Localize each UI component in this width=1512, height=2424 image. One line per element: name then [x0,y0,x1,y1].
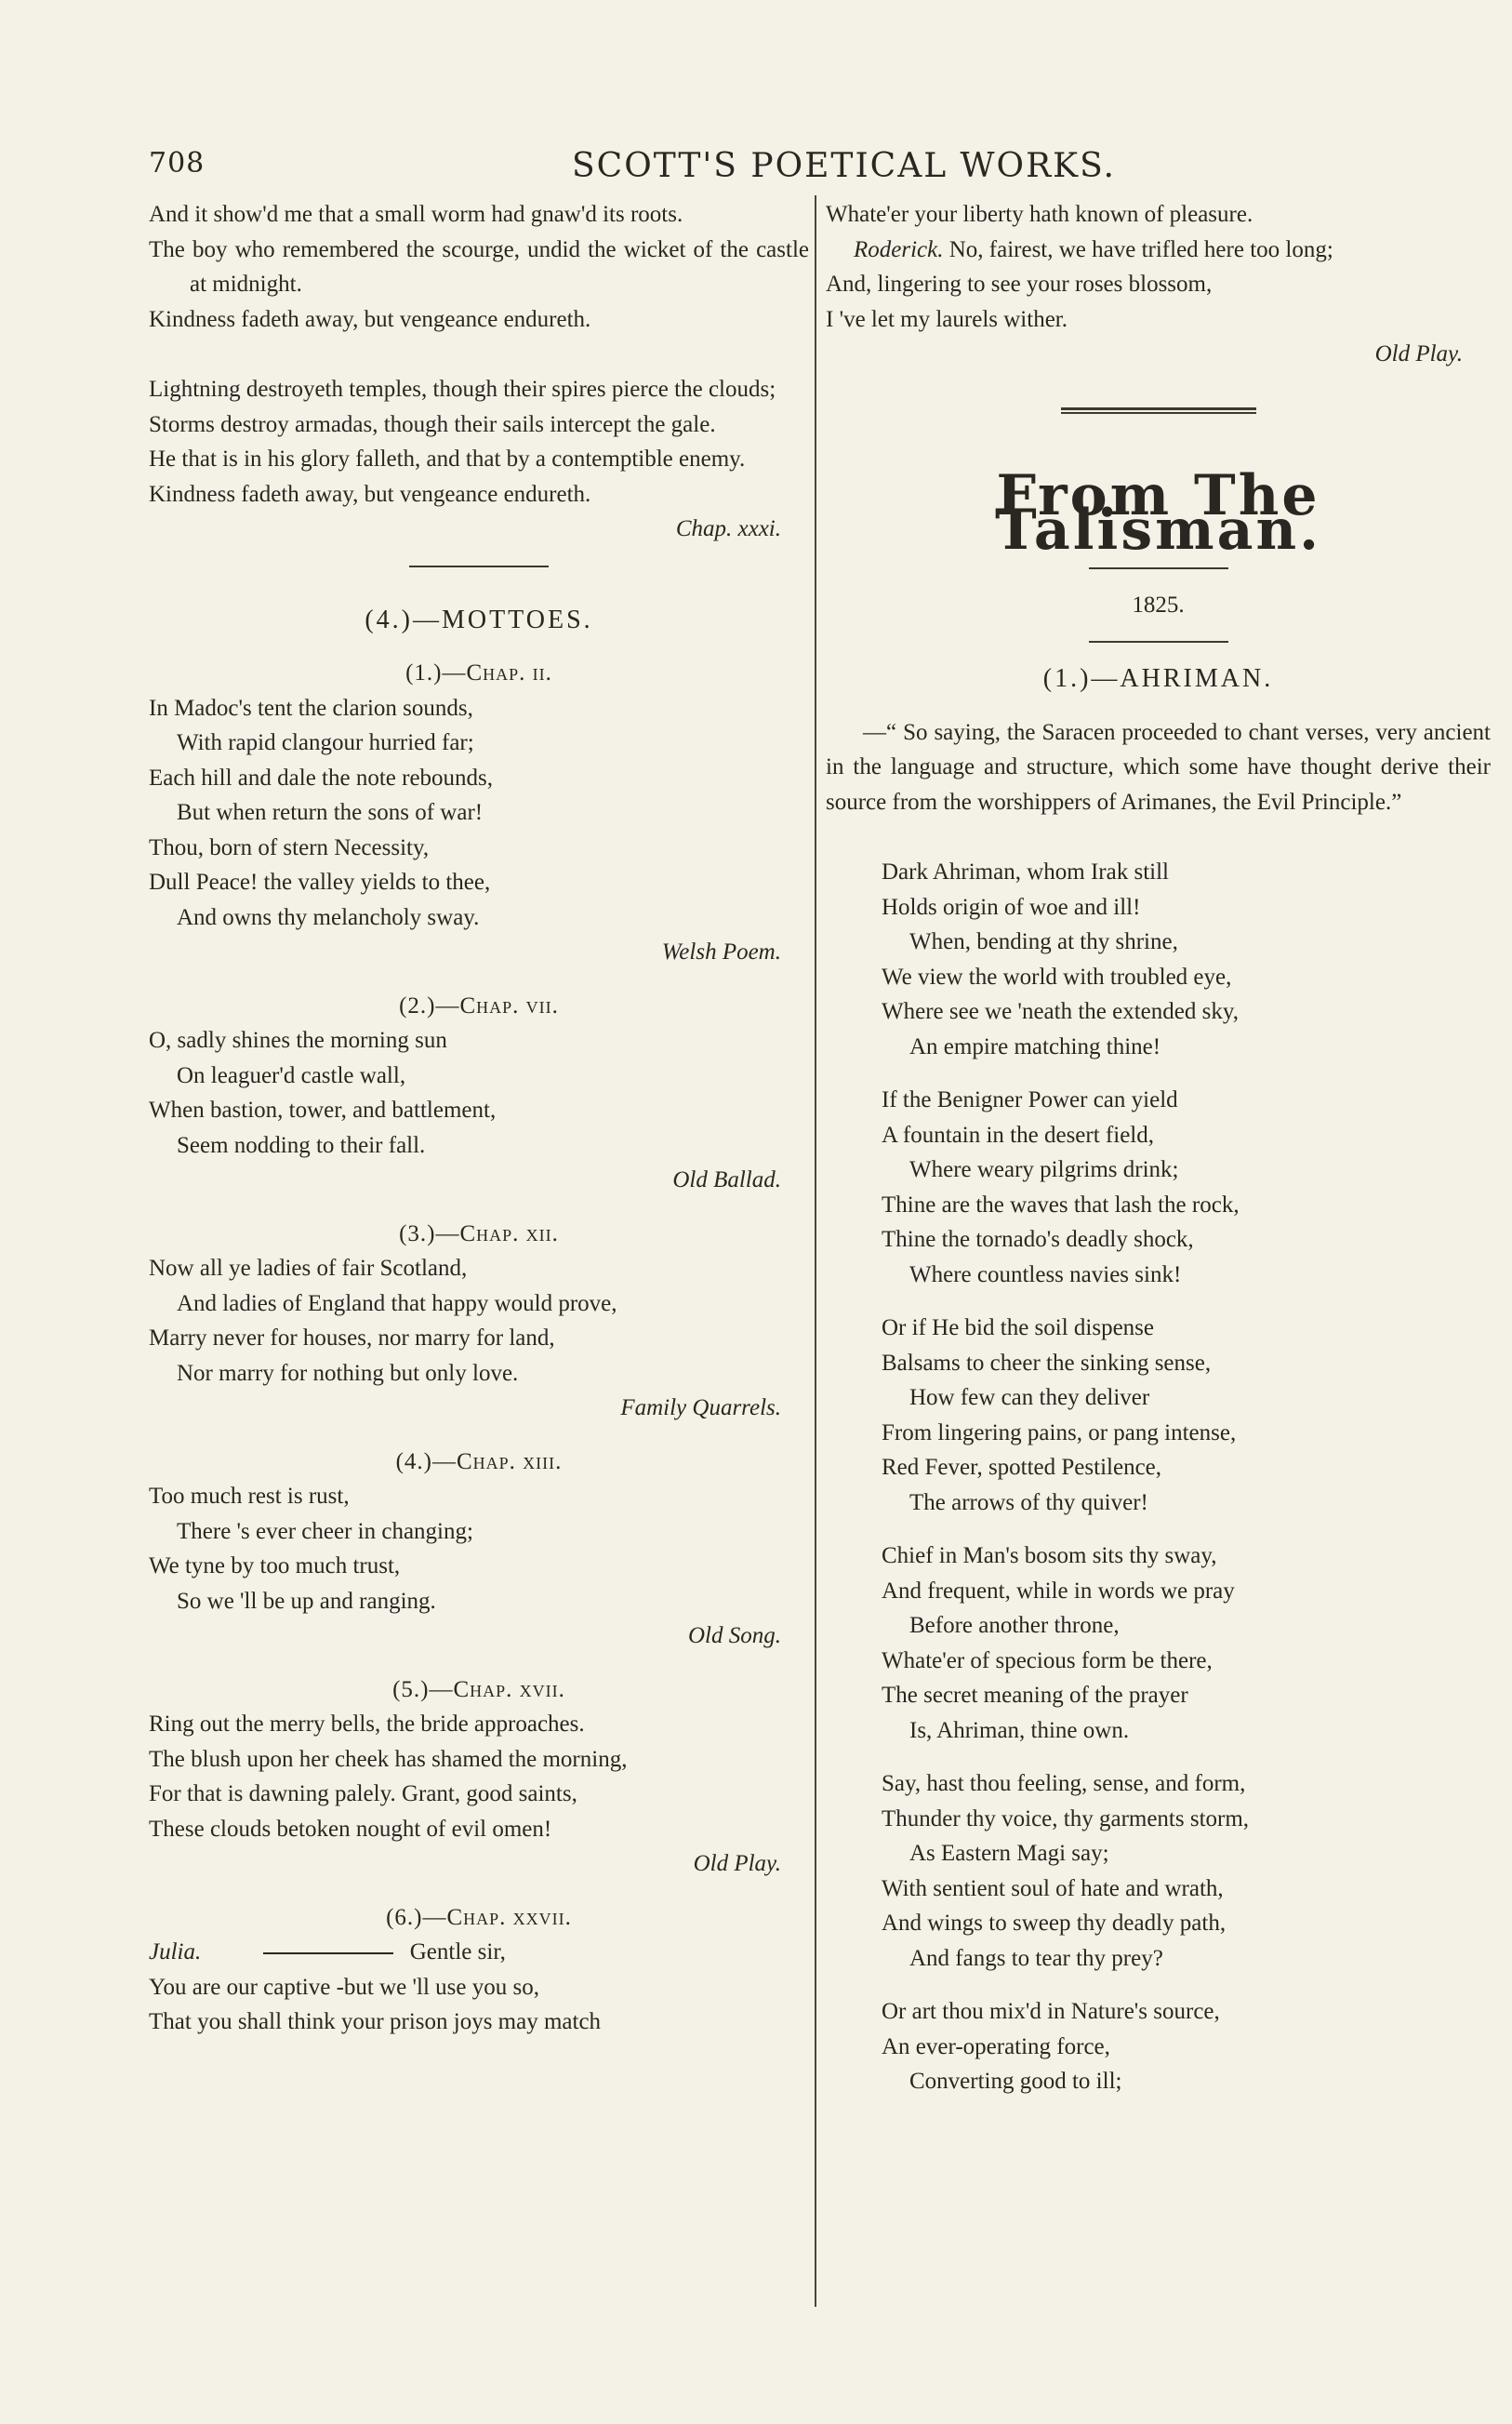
section-title: From The Talisman. [994,462,1322,563]
speaker-name: Julia. [149,1939,202,1965]
dialogue-line [149,1935,809,1970]
right-column [826,197,1491,2099]
verse-line: For that is dawning palely. Grant, good saints, [149,1781,577,1806]
verse-line: An empire matching thine! [909,1033,1161,1059]
verse-line: These clouds betoken nought of evil omen! [149,1816,552,1842]
verse-line: You are our captive -but we 'll use you so, [149,1974,539,2000]
motto-heading: (6.)—Chap. xxvii. [386,1904,572,1930]
source-citation: Chap. xxxi. [675,516,781,541]
source-citation: Old Song. [688,1623,781,1648]
verse-line: Or if He bid the soil dispense [882,1315,1155,1340]
verse-line: And, lingering to see your roses blossom, [826,272,1213,297]
stanza [826,855,1491,1064]
verse-line: Whate'er your liberty hath known of pleasure. [826,202,1253,227]
verse-line: Seem nodding to their fall. [177,1132,426,1158]
verse-line: Converting good to ill; [909,2069,1122,2094]
verse-line: Nor marry for nothing but only love. [177,1360,519,1386]
verse-line: The secret meaning of the prayer [882,1683,1188,1708]
verse-line: Thine are the waves that lash the rock, [882,1192,1240,1218]
motto-heading: (3.)—Chap. xii. [399,1220,559,1246]
source-citation: Old Play. [1374,341,1463,366]
verse-line: When, bending at thy shrine, [909,929,1178,954]
stanza [826,1311,1491,1520]
verse-line: The blush upon her cheek has shamed the morning, [149,1746,628,1772]
verse-line: Where weary pilgrims drink; [909,1157,1179,1182]
verse-line: And frequent, while in words we pray [882,1578,1235,1604]
verse-line: We tyne by too much trust, [149,1553,401,1578]
verse-line: And owns thy melancholy sway. [177,904,480,930]
verse-line: Now all ye ladies of fair Scotland, [149,1256,468,1281]
prose-line: Kindness fadeth away, but vengeance endureth. [149,481,591,507]
verse-line: With sentient soul of hate and wrath, [882,1875,1224,1901]
stanza [826,1766,1491,1976]
dash-rule [263,1952,393,1954]
verse-line: Holds origin of woe and ill! [882,894,1141,920]
source-citation: Welsh Poem. [661,939,781,965]
source-citation: Old Play. [693,1851,781,1876]
prose-line: Storms destroy armadas, though their sails intercept the gale. [149,411,716,437]
verse-line: Too much rest is rust, [149,1484,350,1509]
verse-line: Marry never for houses, nor marry for land, [149,1325,555,1351]
verse-line: Ring out the merry bells, the bride approaches. [149,1711,585,1737]
intro-paragraph: —“ So saying, the Saracen proceeded to chant verses, very ancient in the language and structure, which some have thought derive their source from the worshippers of Arimanes, the Evil Principle.” [826,719,1491,815]
verse-line: That you shall think your prison joys may match [149,2009,602,2034]
verse-line: Thou, born of stern Necessity, [149,834,430,860]
verse-line: Thine the tornado's deadly shock, [882,1227,1194,1252]
verse-line: A fountain in the desert field, [882,1122,1154,1148]
prose-line: And it show'd me that a small worm had gnaw'd its roots. [149,202,683,227]
verse-line: An ever-operating force, [882,2033,1110,2059]
verse-line: If the Benigner Power can yield [882,1087,1178,1112]
verse-line: Is, Ahriman, thine own. [909,1717,1130,1743]
verse-line: Gentle sir, [409,1939,506,1965]
verse-line: On leaguer'd castle wall, [177,1062,406,1088]
motto-heading: (5.)—Chap. xvii. [392,1676,565,1702]
prose-line: Kindness fadeth away, but vengeance endureth. [149,306,591,332]
section-rule [1061,407,1256,414]
verse-line: Red Fever, spotted Pestilence, [882,1455,1162,1480]
verse-line: We view the world with troubled eye, [882,964,1232,990]
verse-line: And wings to sweep thy deadly path, [882,1911,1227,1936]
verse-line: Thunder thy voice, thy garments storm, [882,1805,1250,1831]
verse-line: Before another throne, [909,1613,1120,1638]
verse-line: There 's ever cheer in changing; [177,1518,473,1544]
speaker-name: Roderick. [854,236,944,262]
motto-heading: (1.)—Chap. ii. [405,660,552,686]
dialogue-line [826,233,1491,268]
verse-line: Where see we 'neath the extended sky, [882,999,1239,1024]
left-column [149,197,809,2040]
verse-line: When bastion, tower, and battlement, [149,1098,497,1123]
motto-heading: (4.)—Chap. xiii. [395,1448,563,1474]
verse-line: Chief in Man's bosom sits thy sway, [882,1543,1217,1568]
stanza [826,1994,1491,2099]
poem-heading: (1.)—AHRIMAN. [1042,664,1274,693]
stanza [826,1083,1491,1292]
column-divider [815,195,816,2307]
publication-year: 1825. [1132,592,1185,618]
verse-line: Or art thou mix'd in Nature's source, [882,1999,1220,2024]
verse-line: Balsams to cheer the sinking sense, [882,1350,1212,1376]
verse-line: As Eastern Magi say; [909,1841,1109,1866]
verse-line: From lingering pains, or pang intense, [882,1419,1237,1445]
verse-line: Say, hast thou feeling, sense, and form, [882,1771,1246,1796]
page-header [149,147,1497,188]
prose-line: Lightning destroyeth temples, though their spires pierce the clouds; [149,377,776,402]
verse-line: Each hill and dale the note rebounds, [149,765,494,791]
verse-line: But when return the sons of war! [177,800,484,825]
prose-line: He that is in his glory falleth, and that by a contemptible enemy. [149,446,746,472]
prose-line: The boy who remembered the scourge, undid the wicket of the castle at midnight. [149,236,809,297]
verse-line: O, sadly shines the morning sun [149,1028,447,1053]
verse-line: No, fairest, we have trifled here too long; [948,236,1333,262]
verse-line: With rapid clangour hurried far; [177,730,474,755]
verse-line: Whate'er of specious form be there, [882,1647,1213,1673]
page-number: 708 [149,147,206,180]
verse-line: I 've let my laurels wither. [826,306,1068,332]
source-citation: Old Ballad. [672,1167,781,1192]
verse-line: The arrows of thy quiver! [909,1489,1148,1515]
verse-line: Where countless navies sink! [909,1261,1182,1287]
verse-line: How few can they deliver [909,1385,1150,1410]
verse-line: And fangs to tear thy prey? [909,1945,1163,1971]
verse-line: Dull Peace! the valley yields to thee, [149,870,491,895]
motto-heading: (2.)—Chap. vii. [399,992,559,1019]
source-citation: Family Quarrels. [620,1395,781,1420]
verse-line: Dark Ahriman, whom Irak still [882,859,1169,885]
running-title: SCOTT'S POETICAL WORKS. [572,147,1116,185]
stanza [826,1538,1491,1748]
verse-line: And ladies of England that happy would prove, [177,1290,617,1316]
verse-line: So we 'll be up and ranging. [177,1588,436,1614]
verse-line: In Madoc's tent the clarion sounds, [149,695,473,721]
mottoes-heading: (4.)—MOTTOES. [365,605,593,634]
